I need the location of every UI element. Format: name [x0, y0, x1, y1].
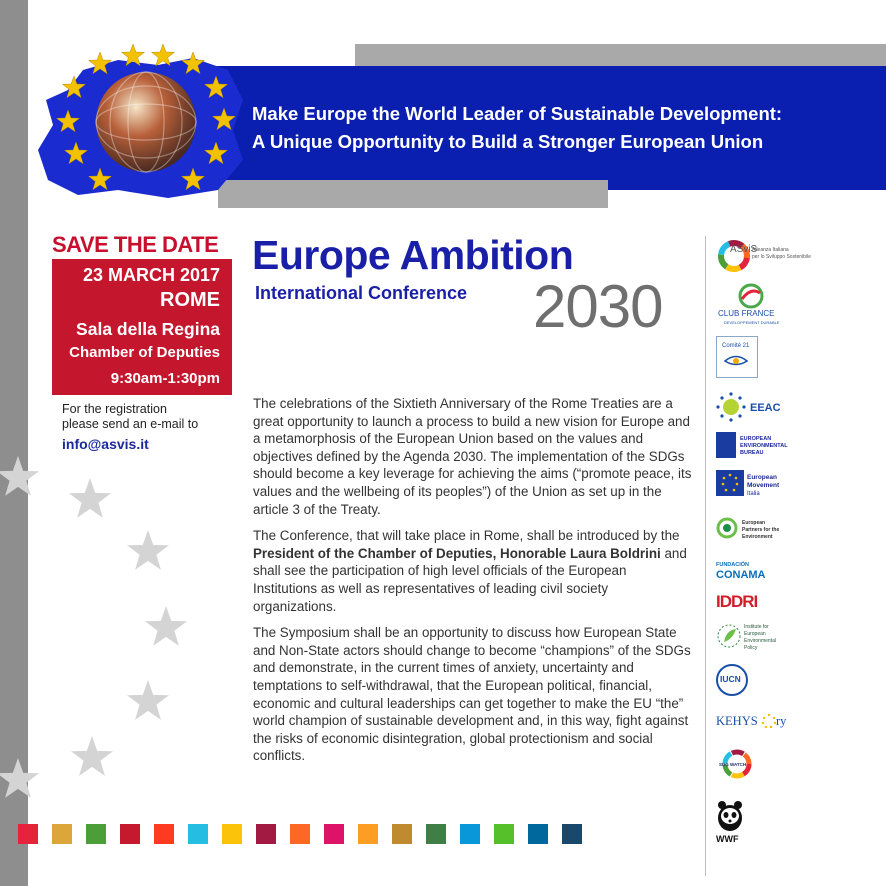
banner-title [252, 100, 872, 156]
sdg-color-square [290, 824, 310, 844]
sdg-color-square [120, 824, 140, 844]
eeac-name: EEAC [750, 402, 781, 414]
conference-title: Europe Ambition [252, 232, 574, 278]
conama-name: CONAMA [716, 569, 766, 581]
eeb-line-1: EUROPEAN [740, 436, 772, 442]
logo-iucn [716, 664, 796, 696]
sdg-color-square [528, 824, 548, 844]
event-details-box [52, 259, 232, 395]
asvis-sub-2: per lo Sviluppo Sostenibile [752, 254, 811, 260]
event-venue: Sala della Regina [76, 319, 220, 339]
wwf-name: WWF [716, 834, 739, 844]
banner-grey-strip-top [355, 44, 886, 66]
sdg-color-square [392, 824, 412, 844]
club-france-sub: DEVELOPPEMENT DURABLE [724, 320, 780, 325]
decorative-stars-icon [0, 440, 230, 830]
eeb-line-3: BUREAU [740, 450, 764, 456]
banner-title-line-2: A Unique Opportunity to Build a Stronger European Union [252, 131, 764, 152]
ieep-leaf-icon [716, 622, 742, 650]
body-paragraph-2-end: and shall see the participation of high level officials of the European Institutions as well as representatives of leading civil society organizations. [253, 545, 687, 614]
ieep-line-2: European [744, 631, 766, 637]
logo-iddri [716, 592, 796, 614]
european-movement-line-2: Movement [747, 482, 780, 489]
eeb-mark-icon [716, 432, 736, 458]
logo-kehys [716, 710, 796, 738]
kehys-stars-icon [761, 713, 777, 729]
event-date: 23 MARCH 2017 [82, 265, 220, 285]
logo-european-movement [716, 470, 796, 500]
asvis-name: ASviS [730, 244, 758, 255]
asvis-sub-1: Alleanza Italiana [752, 247, 789, 253]
sdg-color-square [18, 824, 38, 844]
sdg-watch-name: SDG WATCH [719, 762, 747, 767]
sdg-color-square [222, 824, 242, 844]
european-movement-line-1: European [747, 474, 777, 481]
sdg-color-square [460, 824, 480, 844]
sdg-color-square [256, 824, 276, 844]
logo-epe [716, 516, 796, 544]
sdg-color-square [324, 824, 344, 844]
epe-line-1: European [742, 520, 766, 526]
body-paragraph-2-start: The Conference, that will take place in Rome, shall be introduced by the [253, 528, 680, 544]
comite21-eye-icon [723, 354, 749, 368]
epe-line-2: Partners for the [742, 527, 780, 533]
sdg-color-square [426, 824, 446, 844]
conference-subtitle: International Conference [255, 283, 468, 303]
logo-wwf [716, 800, 796, 846]
kehys-name: KEHYS [716, 714, 758, 728]
sdg-color-square [86, 824, 106, 844]
europe-globe-emblem-icon [28, 30, 268, 200]
body-paragraph-2-bold: President of the Chamber of Deputies, Honorable Laura Boldrini [253, 545, 661, 561]
body-text [253, 395, 693, 774]
registration-email-link[interactable]: info@asvis.it [62, 436, 149, 452]
logo-ieep [716, 622, 796, 654]
logo-sdg-watch [716, 748, 796, 782]
conama-top: FUNDACIÓN [716, 562, 749, 568]
sdg-color-square [154, 824, 174, 844]
ieep-line-3: Environmental [744, 638, 776, 644]
eeac-stars-icon [716, 392, 746, 422]
kehys-suffix: ry [776, 714, 787, 728]
logo-eeac [716, 392, 796, 422]
european-movement-flag-icon [716, 470, 744, 496]
iucn-name: IUCN [720, 674, 741, 684]
sdg-color-square [562, 824, 582, 844]
iddri-name: IDDRI [716, 592, 758, 611]
ieep-line-1: Institute for [744, 624, 769, 630]
sdg-color-square [494, 824, 514, 844]
epe-globe-icon [716, 516, 738, 540]
logo-column-divider [705, 236, 706, 876]
ieep-line-4: Policy [744, 645, 758, 651]
conference-year: 2030 [533, 273, 663, 340]
body-paragraph-2 [253, 527, 693, 615]
banner-title-line-1: Make Europe the World Leader of Sustainable Development: [252, 103, 783, 124]
logo-eeb [716, 432, 796, 460]
registration-line-1: For the registration [62, 402, 167, 416]
sdg-color-square [358, 824, 378, 844]
body-paragraph-3: The Symposium shall be an opportunity to discuss how European State and Non-State actors should change to become “champions” of the SDGs and demonstrate, in the current times of anxiety, uncertainty and temptations to self-withdrawal, that the European political, financial, economic and cultural leaderships can get together to make the EU “the” world champion of sustainable development and, in this way, fight against the risks of economic disintegration, global protectionism and social conflicts. [253, 625, 691, 764]
save-the-date-label: SAVE THE DATE [52, 232, 219, 257]
club-france-leaf-icon [736, 283, 766, 309]
event-city: ROME [160, 289, 220, 311]
wwf-panda-icon [716, 800, 744, 832]
event-venue-sub: Chamber of Deputies [69, 344, 220, 361]
eeb-line-2: ENVIRONMENTAL [740, 443, 788, 449]
logo-conama [716, 561, 796, 585]
comite21-name: Comité 21 [722, 343, 750, 349]
banner-grey-strip-bottom [218, 180, 608, 208]
sdg-color-square [188, 824, 208, 844]
body-paragraph-1: The celebrations of the Sixtieth Anniversary of the Rome Treaties are a great opportunity to launch a process to build a new vision for Europe and a metamorphosis of the European Union based on the values and objectives defined by the Agenda 2030. The implementation of the SDGs should become a key leverage for achieving the aims (“promote peace, its values and the wellbeing of its peoples”) of the Union as set up in the article 3 of the Treaty. [253, 396, 692, 517]
epe-line-3: Environment [742, 534, 773, 540]
club-france-name: CLUB FRANCE [718, 309, 775, 318]
european-movement-line-3: Italia [747, 491, 760, 497]
logo-club-france [716, 283, 796, 325]
event-time: 9:30am-1:30pm [110, 370, 220, 387]
sdg-color-square [52, 824, 72, 844]
registration-line-2: please send an e-mail to [62, 417, 199, 431]
logo-asvis [716, 236, 811, 276]
logo-comite21 [716, 336, 796, 378]
registration-text [62, 402, 198, 432]
